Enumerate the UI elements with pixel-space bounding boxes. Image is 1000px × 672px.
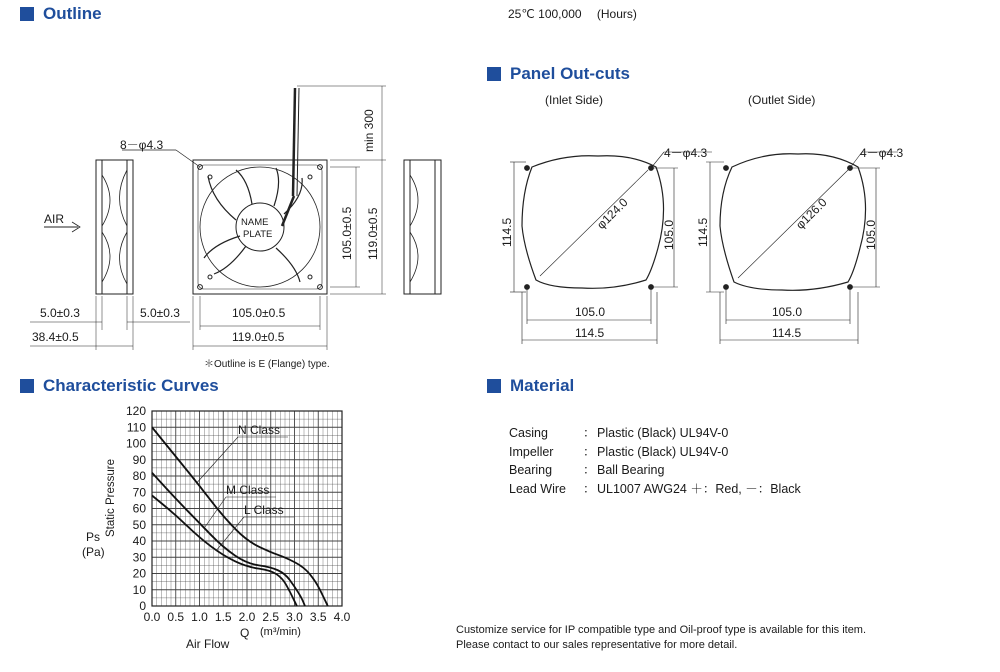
series-label: M Class xyxy=(226,483,270,497)
mount-hole xyxy=(198,285,203,290)
material-value: Plastic (Black) UL94V-0 xyxy=(597,444,729,459)
y-tick-label: 60 xyxy=(132,501,146,516)
section-title: Material xyxy=(510,376,575,395)
section-marker-icon xyxy=(20,379,34,393)
air-label: AIR xyxy=(44,212,65,226)
y-tick-label: 0 xyxy=(139,599,146,613)
material-label: Lead Wire xyxy=(509,481,566,496)
section-title: Characteristic Curves xyxy=(43,376,219,395)
outlet-dim-105-vertical: 105.0 xyxy=(864,219,878,250)
material-colon: ： xyxy=(583,426,596,440)
outlet-side-label: (Outlet Side) xyxy=(748,93,816,107)
outlet-holes-dim: 4－φ4.3 xyxy=(860,146,904,160)
y-tick-label: 100 xyxy=(125,436,146,451)
material-colon: ： xyxy=(583,481,596,496)
material-row xyxy=(509,480,801,499)
inlet-side-label: (Inlet Side) xyxy=(545,93,604,107)
outlet-dim-105-horizontal: 105.0 xyxy=(772,305,803,319)
material-row xyxy=(509,424,801,443)
footer-note xyxy=(456,623,866,652)
x-tick-label: 2.5 xyxy=(262,610,280,624)
inlet-dim-114-vertical: 114.5 xyxy=(500,217,514,247)
chart-y-unit: (Pa) xyxy=(82,545,105,559)
x-tick-label: 3.0 xyxy=(286,610,303,624)
note-line-2: Please contact to our sales representative for more detail. xyxy=(456,638,738,651)
x-tick-label: 2.0 xyxy=(238,610,256,624)
y-tick-label: 30 xyxy=(132,550,146,565)
chart-x-axis-label: Air Flow xyxy=(186,637,230,651)
material-value: Plastic (Black) UL94V-0 xyxy=(597,426,729,440)
section-title: Panel Out-cuts xyxy=(510,64,630,83)
outlet-hole xyxy=(847,284,852,289)
x-tick-label: 1.0 xyxy=(191,610,208,624)
outlet-hole xyxy=(723,284,728,289)
series-label-leader xyxy=(204,497,226,528)
material-label: Impeller xyxy=(509,444,554,459)
x-tick-label: 0.0 xyxy=(143,610,161,624)
inlet-holes-dim: 4－φ4.3 xyxy=(664,146,708,160)
outlet-dim-114-horizontal: 114.5 xyxy=(772,326,802,340)
section-title: Outline xyxy=(43,4,102,23)
material-colon: ： xyxy=(583,463,596,477)
chart-x-symbol: Q xyxy=(240,626,250,640)
section-characteristic-curves xyxy=(20,376,219,396)
panel-outcuts-drawing xyxy=(480,130,900,350)
inlet-dim-114-horizontal: 114.5 xyxy=(575,326,605,340)
series-label: L Class xyxy=(244,503,284,517)
y-tick-label: 120 xyxy=(125,404,146,418)
material-value: UL1007 AWG24 ＋：Red, －：Black xyxy=(597,481,801,496)
life-value: 25℃ 100,000 xyxy=(508,7,582,21)
y-tick-label: 20 xyxy=(132,566,146,581)
nameplate-line2: PLATE xyxy=(243,229,273,240)
x-tick-label: 4.0 xyxy=(333,610,351,624)
section-panel-outcuts xyxy=(487,64,630,84)
section-marker-icon xyxy=(487,379,501,393)
mount-hole xyxy=(318,165,323,170)
chart-x-unit: (m³/min) xyxy=(260,626,301,638)
material-label: Bearing xyxy=(509,463,553,477)
material-table xyxy=(509,424,801,498)
x-tick-label: 3.5 xyxy=(309,610,327,624)
dim-119-vertical: 119.0±0.5 xyxy=(366,207,380,260)
outlet-diameter: φ126.0 xyxy=(793,195,830,232)
inlet-dim-105-horizontal: 105.0 xyxy=(575,305,606,319)
series-label: N Class xyxy=(238,423,281,437)
y-tick-label: 10 xyxy=(132,582,146,597)
life-expectancy xyxy=(508,7,637,21)
y-tick-label: 40 xyxy=(132,534,146,548)
y-tick-label: 50 xyxy=(132,517,146,532)
y-tick-label: 110 xyxy=(126,420,146,435)
material-label: Casing xyxy=(509,426,548,440)
y-tick-label: 90 xyxy=(132,452,146,467)
inlet-hole xyxy=(524,284,529,289)
y-tick-label: 80 xyxy=(132,469,146,483)
section-marker-icon xyxy=(487,67,501,81)
dim-105-horizontal: 105.0±0.5 xyxy=(232,306,286,320)
life-unit: (Hours) xyxy=(596,7,637,21)
dim-5-left: 5.0±0.3 xyxy=(40,306,80,320)
material-colon: ： xyxy=(583,444,596,459)
outlet-hole xyxy=(723,165,728,170)
material-row xyxy=(509,443,801,462)
chart-y-axis-label: Static Pressure xyxy=(105,459,117,537)
inlet-dim-105-vertical: 105.0 xyxy=(662,219,676,250)
flange-note: ＊Outline is E (Flange) type. xyxy=(204,359,330,370)
dim-5-right: 5.0±0.3 xyxy=(140,306,180,320)
mount-hole xyxy=(318,285,323,290)
material-row xyxy=(509,461,801,480)
section-material xyxy=(487,376,574,396)
dim-119-horizontal: 119.0±0.5 xyxy=(232,330,285,344)
chart-y-symbol: Ps xyxy=(86,530,101,544)
material-value: Ball Bearing xyxy=(597,463,665,477)
y-tick-label: 70 xyxy=(132,485,146,500)
x-tick-label: 1.5 xyxy=(214,610,232,624)
dim-min300: min 300 xyxy=(362,109,376,152)
note-line-1: Customize service for IP compatible type and Oil-proof type is available for this item. xyxy=(456,624,867,636)
dim-105-vertical: 105.0±0.5 xyxy=(340,206,354,260)
nameplate-line1: NAME xyxy=(241,217,269,228)
chart-series-labels xyxy=(197,423,294,551)
outlet-dim-114-vertical: 114.5 xyxy=(696,217,710,247)
inlet-hole xyxy=(524,165,529,170)
inlet-diameter: φ124.0 xyxy=(594,195,631,232)
dim-38: 38.4±0.5 xyxy=(32,330,79,344)
characteristic-curves-chart xyxy=(0,400,440,672)
dim-holes: 8－φ4.3 xyxy=(120,138,164,152)
x-tick-label: 0.5 xyxy=(167,610,185,624)
